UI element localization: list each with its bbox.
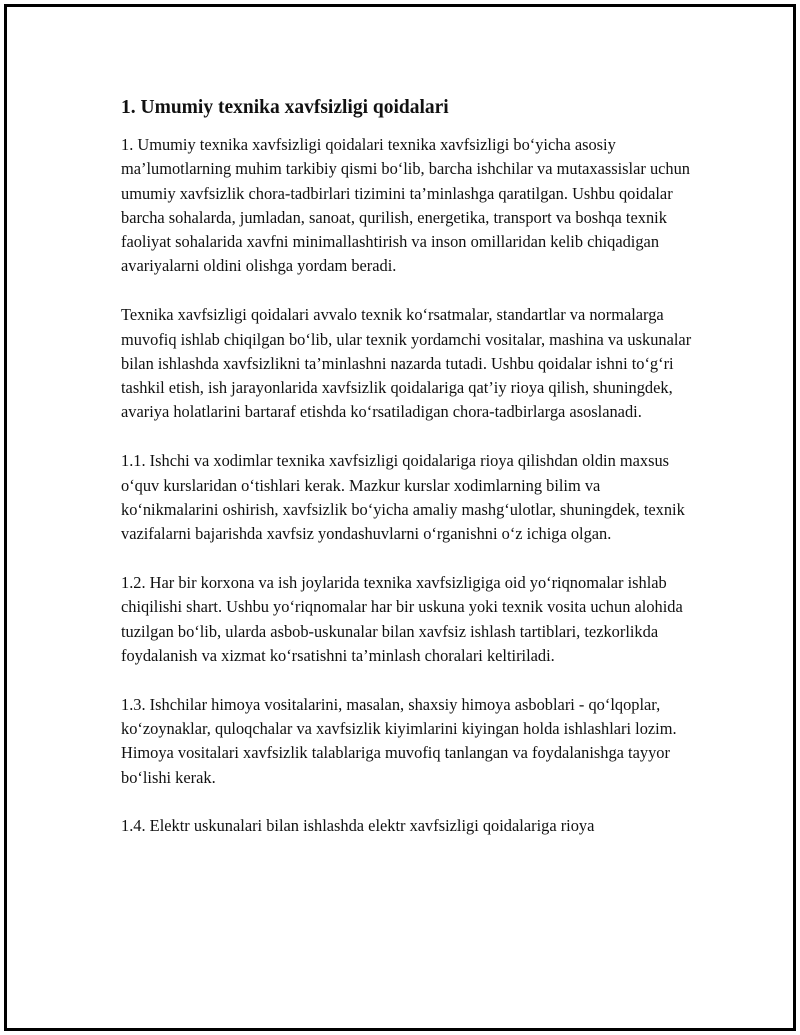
paragraph-1-4: 1.4. Elektr uskunalari bilan ishlashda elektr xavfsizligi qoidalariga rioya: [121, 816, 595, 836]
document-body: [121, 95, 701, 839]
paragraph-1-3: 1.3. Ishchilar himoya vositalarini, masalan, shaxsiy himoya asboblari - qo‘lqoplar, ko‘zoynaklar, quloqchalar va xavfsizlik kiyimlarini kiyingan holda ishlashlari lozim. Himoya vositalari xavfsizlik talablariga muvofiq tanlangan va foydalanishga tayyor bo‘lishi kerak.: [121, 694, 677, 787]
paragraph-intro: 1. Umumiy texnika xavfsizligi qoidalari texnika xavfsizligi bo‘yicha asosiy ma’lumotlarning muhim tarkibiy qismi bo‘lib, barcha ishchilar va mutaxassislar uchun umumiy xavfsizlik chora-tadbirlari tizimini ta’minlashga qaratilgan. Ushbu qoidalar barcha sohalarda, jumladan, sanoat, qurilish, energetika, transport va boshqa texnik faoliyat sohalarida xavfni minimallashtirish va inson omillaridan kelib chiqadigan avariyalarni oldini olishga yordam beradi.: [121, 135, 690, 276]
paragraph-1-1: 1.1. Ishchi va xodimlar texnika xavfsizligi qoidalariga rioya qilishdan oldin maxsus o‘quv kurslaridan o‘tishlari kerak. Mazkur kurslar xodimlarning bilim va ko‘nikmalarini oshirish, xavfsizlik bo‘yicha amaliy mashg‘ulotlar, shuningdek, texnik vazifalarni bajarishda xavfsiz yondashuvlarni o‘rganishni o‘z ichiga olgan.: [121, 451, 685, 544]
paragraph-1-2: 1.2. Har bir korxona va ish joylarida texnika xavfsizligiga oid yo‘riqnomalar ishlab chiqilishi shart. Ushbu yo‘riqnomalar har bir uskuna yoki texnik vosita uchun alohida tuzilgan bo‘lib, ularda asbob-uskunalar bilan xavfsiz ishlash tartiblari, tezkorlikda foydalanish va xizmat ko‘rsatishni ta’minlash choralari keltiriladi.: [121, 572, 683, 665]
document-title: 1. Umumiy texnika xavfsizligi qoidalari: [121, 97, 449, 118]
paragraph-basis: Texnika xavfsizligi qoidalari avvalo texnik ko‘rsatmalar, standartlar va normalarga muvofiq ishlab chiqilgan bo‘lib, ular texnik yordamchi vositalar, mashina va uskunalar bilan ishlashda xavfsizlikni ta’minlashni nazarda tutadi. Ushbu qoidalar ishni to‘g‘ri tashkil etish, ish jarayonlarida xavfsizlik qoidalariga qat’iy rioya qilish, shuningdek, avariya holatlarini bartaraf etishda ko‘rsatiladigan chora-tadbirlarga asoslanadi.: [121, 305, 692, 422]
page-frame: [4, 4, 796, 1031]
